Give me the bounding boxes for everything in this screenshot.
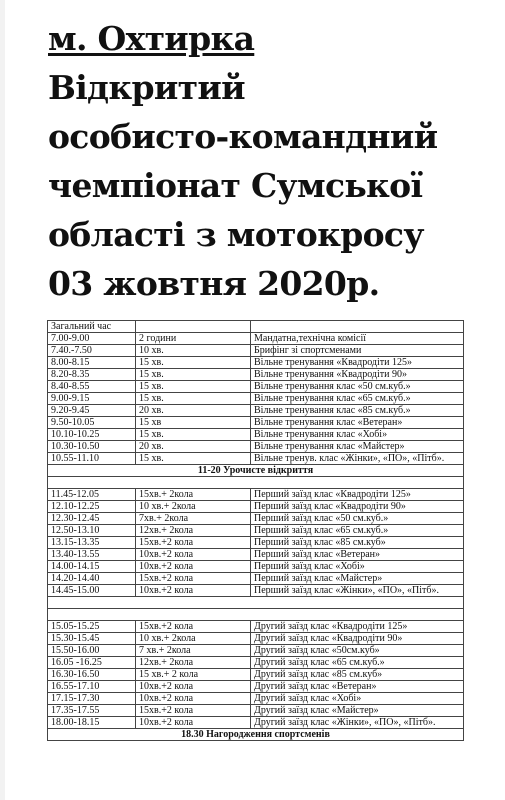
time-cell: 12.30-12.45 (48, 513, 136, 525)
duration-cell: 15хв.+2 кола (136, 705, 251, 717)
time-cell: 13.15-13.35 (48, 537, 136, 549)
time-cell: 13.40-13.55 (48, 549, 136, 561)
event-cell: Перший заїзд клас «85 см.куб» (251, 537, 464, 549)
time-cell: 9.20-9.45 (48, 405, 136, 417)
time-cell: 14.00-14.15 (48, 561, 136, 573)
duration-cell: 15хв.+2 кола (136, 537, 251, 549)
duration-cell: 15хв.+2 кола (136, 573, 251, 585)
section-heading: 18.30 Нагородження спортсменів (48, 729, 464, 741)
duration-cell: 15 хв. (136, 429, 251, 441)
time-cell: 16.30-16.50 (48, 669, 136, 681)
table-row (48, 453, 464, 465)
duration-cell: 15 хв. (136, 393, 251, 405)
header-cell (251, 321, 464, 333)
time-cell: 11.45-12.05 (48, 489, 136, 501)
duration-cell: 15 хв (136, 417, 251, 429)
event-cell: Другий заїзд клас «65 см.куб.» (251, 657, 464, 669)
time-cell: 16.05 -16.25 (48, 657, 136, 669)
event-cell: Перший заїзд клас «65 см.куб.» (251, 525, 464, 537)
time-cell: 10.10-10.25 (48, 429, 136, 441)
duration-cell: 7хв.+ 2кола (136, 513, 251, 525)
table-row (48, 573, 464, 585)
time-cell: 15.05-15.25 (48, 621, 136, 633)
table-row (48, 669, 464, 681)
duration-cell: 15хв.+ 2кола (136, 489, 251, 501)
time-cell: 14.45-15.00 (48, 585, 136, 597)
spacer-cell (48, 597, 464, 609)
event-cell: Перший заїзд клас «Хобі» (251, 561, 464, 573)
time-cell: 17.15-17.30 (48, 693, 136, 705)
event-cell: Перший заїзд клас «50 см.куб.» (251, 513, 464, 525)
duration-cell: 12хв.+ 2кола (136, 525, 251, 537)
table-row (48, 657, 464, 669)
event-cell: Перший заїзд клас «Майстер» (251, 573, 464, 585)
table-row (48, 645, 464, 657)
time-cell: 10.30-10.50 (48, 441, 136, 453)
event-cell: Перший заїзд клас «Квадродіти 125» (251, 489, 464, 501)
table-row (48, 393, 464, 405)
event-cell: Вільне тренування клас «50 см.куб.» (251, 381, 464, 393)
duration-cell: 20 хв. (136, 405, 251, 417)
page-title (48, 14, 503, 308)
duration-cell: 20 хв. (136, 441, 251, 453)
duration-cell: 10 хв.+ 2кола (136, 501, 251, 513)
spacer-row (48, 477, 464, 489)
table-row (48, 561, 464, 573)
table-row (48, 357, 464, 369)
table-row (48, 333, 464, 345)
event-cell: Другий заїзд клас «Майстер» (251, 705, 464, 717)
section-heading: 11-20 Урочисте відкриття (48, 465, 464, 477)
table-row (48, 717, 464, 729)
title-line: Відкритий (48, 68, 245, 107)
duration-cell: 10хв.+2 кола (136, 717, 251, 729)
table-row (48, 693, 464, 705)
time-cell: 9.50-10.05 (48, 417, 136, 429)
table-row (48, 681, 464, 693)
section-row (48, 729, 464, 741)
title-line: особисто-командний (48, 117, 438, 156)
duration-cell: 15 хв. (136, 453, 251, 465)
event-cell: Вільне тренування «Квадродіти 125» (251, 357, 464, 369)
table-row (48, 441, 464, 453)
time-cell: 17.35-17.55 (48, 705, 136, 717)
event-cell: Перший заїзд клас «Ветеран» (251, 549, 464, 561)
event-cell: Другий заїзд клас «50см.куб» (251, 645, 464, 657)
table-row (48, 705, 464, 717)
duration-cell: 10хв.+2 кола (136, 681, 251, 693)
table-row (48, 417, 464, 429)
duration-cell: 2 години (136, 333, 251, 345)
time-cell: 7.40.-7.50 (48, 345, 136, 357)
duration-cell: 10 хв.+ 2кола (136, 633, 251, 645)
time-cell: 8.20-8.35 (48, 369, 136, 381)
table-row (48, 405, 464, 417)
event-cell: Мандатна,технічна комісії (251, 333, 464, 345)
header-cell (136, 321, 251, 333)
table-row (48, 381, 464, 393)
event-cell: Вільне тренування клас «65 см.куб.» (251, 393, 464, 405)
title-city: м. Охтирка (48, 19, 255, 58)
table-row (48, 513, 464, 525)
table-row (48, 345, 464, 357)
table-row (48, 621, 464, 633)
event-cell: Перший заїзд клас «Жінки», «ПО», «Пітб». (251, 585, 464, 597)
table-row (48, 525, 464, 537)
event-cell: Перший заїзд клас «Квадродіти 90» (251, 501, 464, 513)
event-cell: Вільне тренування клас «Майстер» (251, 441, 464, 453)
schedule-table (47, 320, 464, 741)
duration-cell: 10хв.+2 кола (136, 561, 251, 573)
event-cell: Вільне тренування клас «85 см.куб.» (251, 405, 464, 417)
spacer-cell (48, 477, 464, 489)
schedule-body (48, 321, 464, 741)
header-row (48, 321, 464, 333)
table-row (48, 585, 464, 597)
time-cell: 10.55-11.10 (48, 453, 136, 465)
event-cell: Другий заїзд клас «Хобі» (251, 693, 464, 705)
time-cell: 15.50-16.00 (48, 645, 136, 657)
event-cell: Другий заїзд клас «Ветеран» (251, 681, 464, 693)
time-cell: 14.20-14.40 (48, 573, 136, 585)
time-cell: 8.00-8.15 (48, 357, 136, 369)
table-row (48, 633, 464, 645)
spacer-cell (48, 609, 464, 621)
duration-cell: 15 хв. (136, 369, 251, 381)
event-cell: Другий заїзд клас «Квадродіти 90» (251, 633, 464, 645)
event-cell: Другий заїзд клас «Квадродіти 125» (251, 621, 464, 633)
duration-cell: 15 хв. (136, 357, 251, 369)
page-edge (0, 0, 5, 800)
header-cell: Загальний час (48, 321, 136, 333)
table-row (48, 501, 464, 513)
time-cell: 16.55-17.10 (48, 681, 136, 693)
event-cell: Другий заїзд клас «Жінки», «ПО», «Пітб». (251, 717, 464, 729)
event-cell: Вільне тренування клас «Хобі» (251, 429, 464, 441)
duration-cell: 10 хв. (136, 345, 251, 357)
event-cell: Вільне тренування «Квадродіти 90» (251, 369, 464, 381)
table-row (48, 489, 464, 501)
table-row (48, 429, 464, 441)
table-row (48, 549, 464, 561)
duration-cell: 15 хв.+ 2 кола (136, 669, 251, 681)
duration-cell: 7 хв.+ 2кола (136, 645, 251, 657)
spacer-row (48, 609, 464, 621)
time-cell: 9.00-9.15 (48, 393, 136, 405)
event-cell: Брифінг зі спортсменами (251, 345, 464, 357)
time-cell: 12.10-12.25 (48, 501, 136, 513)
time-cell: 8.40-8.55 (48, 381, 136, 393)
time-cell: 15.30-15.45 (48, 633, 136, 645)
title-line: чемпіонат Сумської (48, 166, 423, 205)
duration-cell: 15 хв. (136, 381, 251, 393)
duration-cell: 15хв.+2 кола (136, 621, 251, 633)
section-row (48, 465, 464, 477)
duration-cell: 10хв.+2 кола (136, 693, 251, 705)
spacer-row (48, 597, 464, 609)
table-row (48, 369, 464, 381)
time-cell: 7.00-9.00 (48, 333, 136, 345)
event-cell: Вільне тренування клас «Ветеран» (251, 417, 464, 429)
time-cell: 18.00-18.15 (48, 717, 136, 729)
table-row (48, 537, 464, 549)
event-cell: Вільне тренув. клас «Жінки», «ПО», «Пітб». (251, 453, 464, 465)
duration-cell: 10хв.+2 кола (136, 549, 251, 561)
title-date: 03 жовтня 2020р. (48, 264, 380, 303)
event-cell: Другий заїзд клас «85 см.куб» (251, 669, 464, 681)
title-line: області з мотокросу (48, 215, 424, 254)
duration-cell: 12хв.+ 2кола (136, 657, 251, 669)
time-cell: 12.50-13.10 (48, 525, 136, 537)
duration-cell: 10хв.+2 кола (136, 585, 251, 597)
